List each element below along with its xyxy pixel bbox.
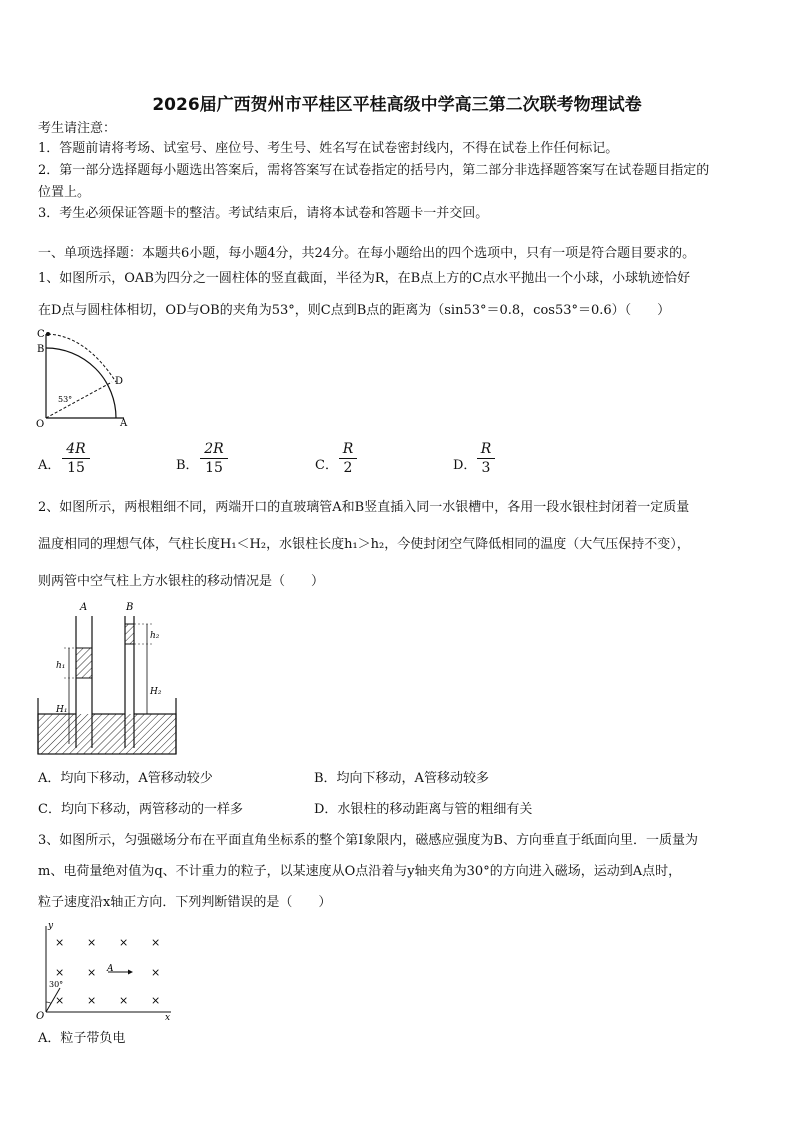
q1-figure — [36, 326, 136, 431]
q3-option-a: A．粒子带负电 — [38, 1031, 126, 1046]
field-cross: × — [151, 994, 161, 1007]
q2-label-h2: h₂ — [150, 631, 160, 641]
q3-figure — [36, 921, 178, 1023]
q2-stem-line2: 温度相同的理想气体，气柱长度H₁＜H₂，水银柱长度h₁＞h₂，今使封闭空气降低相同的温度（大气压保持不变）， — [38, 537, 690, 552]
q3-label-a: A — [107, 964, 114, 974]
q1-label-a: A — [120, 418, 128, 429]
q3-stem-line1: 3、如图所示，匀强磁场分布在平面直角坐标系的整个第Ⅰ象限内，磁感应强度为B、方向垂直于纸面向里．一质量为 — [38, 833, 698, 848]
q1-option-b-den: 15 — [200, 458, 228, 477]
notice-heading: 考生请注意： — [38, 121, 117, 136]
field-cross: × — [151, 966, 161, 979]
field-cross: × — [87, 994, 97, 1007]
q2-label-a: A — [80, 602, 88, 613]
q2-label-h1: h₁ — [56, 661, 66, 671]
field-cross: × — [87, 936, 97, 949]
page-title: 2026届广西贺州市平桂区平桂高级中学高三第二次联考物理试卷 — [152, 95, 642, 115]
q2-stem-line1: 2、如图所示，两根粗细不同，两端开口的直玻璃管A和B竖直插入同一水银槽中，各用一段水银柱封闭着一定质量 — [38, 500, 690, 515]
q2-option-b: B．均向下移动，A管移动较多 — [314, 771, 489, 786]
q1-option-a-fraction — [62, 440, 90, 477]
q1-stem-line2: 在D点与圆柱体相切，OD与OB的夹角为53°，则C点到B点的距离为（sin53°＝0.8，cos53°＝0.6）（ ） — [38, 303, 671, 318]
q1-option-a-label: A． — [38, 458, 61, 473]
field-cross: × — [151, 936, 161, 949]
q1-option-c-num: R — [342, 441, 354, 457]
q1-label-c: C — [37, 329, 45, 340]
q3-label-x: x — [165, 1013, 171, 1023]
field-cross: × — [87, 966, 97, 979]
q2-option-d: D．水银柱的移动距离与管的粗细有关 — [314, 802, 533, 817]
notice-item-2-cont: 位置上。 — [38, 185, 91, 200]
q1-label-d: D — [115, 376, 124, 387]
q2-label-H2: H₂ — [150, 687, 162, 697]
notice-item-2: 2．第一部分选择题每小题选出答案后，需将答案写在试卷指定的括号内，第二部分非选择题答案写在试卷题目指定的 — [38, 163, 710, 178]
q1-option-b-label: B． — [176, 458, 199, 473]
q2-stem-line3: 则两管中空气柱上方水银柱的移动情况是（ ） — [38, 574, 325, 589]
q2-option-a: A．均向下移动，A管移动较少 — [38, 771, 213, 786]
q2-label-b: B — [126, 602, 134, 613]
field-cross: × — [55, 966, 65, 979]
q1-option-c-label: C． — [315, 458, 338, 473]
q1-angle-label: 53° — [58, 395, 73, 404]
q1-option-c-den: 2 — [339, 458, 357, 477]
section-heading: 一、单项选择题：本题共6小题，每小题4分，共24分。在每小题给出的四个选项中，只有一项是符合题目要求的。 — [38, 246, 696, 261]
q1-option-d-num: R — [480, 441, 492, 457]
notice-item-1: 1．答题前请将考场、试室号、座位号、考生号、姓名写在试卷密封线内，不得在试卷上作任何标记。 — [38, 141, 619, 156]
q2-label-H1: H₁ — [56, 705, 68, 715]
notice-item-3: 3．考生必须保证答题卡的整洁。考试结束后，请将本试卷和答题卡一并交回。 — [38, 206, 489, 221]
q1-option-a-num: 4R — [66, 441, 86, 457]
field-cross: × — [55, 936, 65, 949]
q1-option-b-fraction — [200, 440, 228, 477]
q1-option-a-den: 15 — [62, 458, 90, 477]
q2-figure — [34, 598, 184, 758]
q1-option-d-den: 3 — [477, 458, 495, 477]
q1-label-o: O — [36, 419, 45, 430]
q2-option-c: C．均向下移动，两管移动的一样多 — [38, 802, 243, 817]
q1-label-b: B — [37, 344, 45, 355]
q1-stem-line1: 1、如图所示，OAB为四分之一圆柱体的竖直截面，半径为R，在B点上方的C点水平抛出一个小球，小球轨迹恰好 — [38, 271, 691, 286]
field-cross: × — [55, 994, 65, 1007]
q1-option-b-num: 2R — [204, 441, 224, 457]
q3-stem-line3: 粒子速度沿x轴正方向．下列判断错误的是（ ） — [38, 895, 332, 910]
q1-option-d-fraction — [477, 440, 495, 477]
q3-angle-label: 30° — [49, 980, 64, 989]
q1-option-c-fraction — [339, 440, 357, 477]
q1-option-d-label: D． — [453, 458, 477, 473]
q3-label-y: y — [48, 921, 54, 931]
q3-stem-line2: m、电荷量绝对值为q、不计重力的粒子，以某速度从O点沿着与y轴夹角为30°的方向进入磁场，运动到A点时， — [38, 864, 682, 879]
q3-label-o: O — [36, 1011, 45, 1022]
field-cross: × — [119, 936, 129, 949]
field-cross: × — [119, 994, 129, 1007]
